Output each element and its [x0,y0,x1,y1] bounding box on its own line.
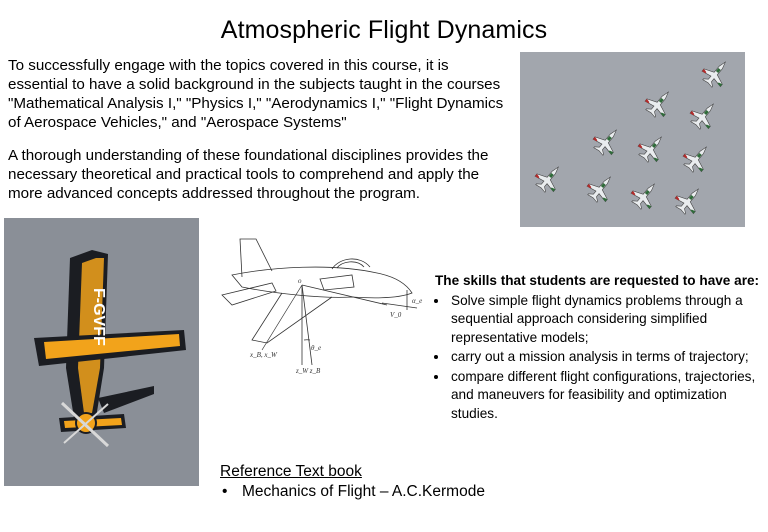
diagram-label-alpha: α_e [412,297,423,305]
reference-bullet: • [222,483,228,500]
skills-item: • carry out a mission analysis in terms of trajectory; [449,348,768,367]
reference-section [220,462,485,502]
intro-paragraph-2: A thorough understanding of these foundational disciplines provides the necessary theoretical and practical tools to comprehend and apply the more advanced concepts addressed throughout the program. [8,147,489,202]
diagram-label-x-axis: x_B, x_W [250,351,277,359]
formation-jets-icon [520,52,745,227]
intro-text [8,56,508,217]
body-axes-diagram [212,235,437,375]
skills-section [435,272,768,424]
intro-paragraph-1: To successfully engage with the topics covered in this course, it is essential to have a solid background in the subjects taught in the courses "Mathematical Analysis I," "Physics I," "Aerodynamics I," "Flight Dynamics of Aerospace Vehicles," and "Aerospace Systems" [8,57,504,131]
diagram-label-velocity: V_0 [390,311,402,319]
diagram-label-z-axis: z_W z_B [296,367,321,375]
diagram-label-origin: o [298,277,302,285]
aerobatic-plane-icon [4,218,199,486]
reference-item-text: Mechanics of Flight – A.C.Kermode [242,483,485,500]
skills-list [435,292,768,424]
reference-heading: Reference Text book [220,463,362,480]
diagram-label-theta: θ_e [311,344,322,352]
formation-photo [520,52,745,227]
aircraft-axes-diagram-icon [212,235,437,375]
skills-item: • Solve simple flight dynamics problems through a sequential approach considering simplified representative models; [449,292,768,348]
skills-item: • compare different flight configurations, trajectories, and maneuvers for feasibility and optimization studies. [449,368,768,424]
aircraft-registration: F-GVFF [90,288,107,346]
skills-heading: The skills that students are requested to have are: [435,273,760,288]
reference-item [220,482,485,502]
aerobatic-plane-photo [4,218,199,486]
slide-title: Atmospheric Flight Dynamics [220,16,548,44]
